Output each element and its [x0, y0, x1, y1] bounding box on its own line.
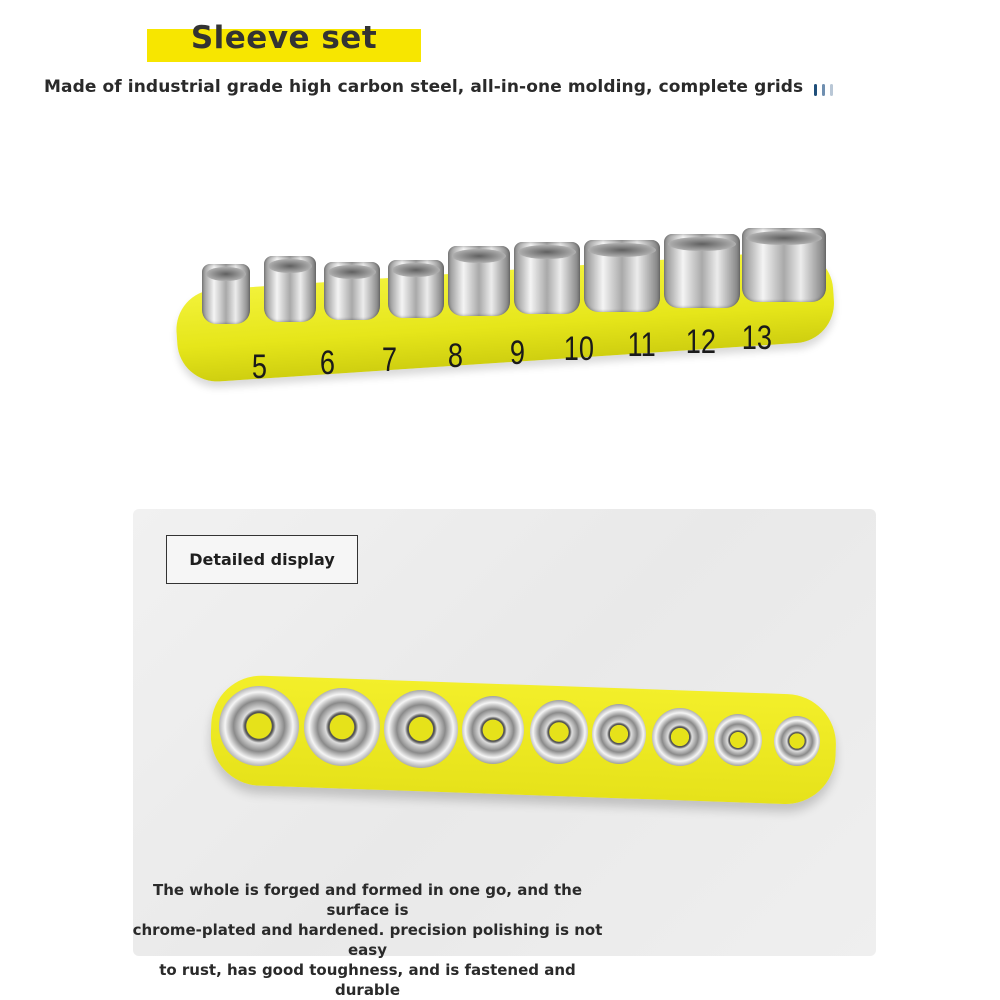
socket-6 — [264, 256, 316, 322]
size-label: 5 — [251, 348, 268, 386]
socket-top-13 — [219, 686, 299, 766]
socket-top-6 — [714, 714, 762, 766]
size-label: 9 — [509, 334, 526, 372]
description-line: to rust, has good toughness, and is fastened and durable — [159, 961, 576, 999]
socket-7 — [324, 262, 380, 320]
socket-5 — [202, 264, 250, 324]
description-line: The whole is forged and formed in one go, and the surface is — [153, 881, 582, 919]
size-label: 10 — [563, 330, 595, 368]
socket-13 — [742, 228, 826, 302]
socket-top-7 — [652, 708, 708, 766]
size-label: 7 — [381, 341, 398, 379]
size-label: 11 — [627, 326, 656, 364]
socket-9 — [448, 246, 510, 316]
size-label: 8 — [447, 337, 464, 375]
socket-top-11 — [384, 690, 458, 768]
description — [125, 880, 610, 1000]
description-line: chrome-plated and hardened. precision polishing is not easy — [132, 921, 603, 959]
socket-12 — [664, 234, 740, 308]
socket-top-8 — [592, 704, 646, 764]
subtitle: Made of industrial grade high carbon steel, all-in-one molding, complete grids — [44, 77, 804, 97]
socket-top-5 — [774, 716, 820, 766]
size-label: 13 — [741, 319, 773, 357]
socket-10 — [514, 242, 580, 314]
socket-11 — [584, 240, 660, 312]
page-title: Sleeve set — [190, 20, 378, 56]
size-label: 12 — [685, 323, 717, 361]
socket-top-9 — [530, 700, 588, 764]
socket-set-image — [180, 220, 840, 400]
decor-dots-icon — [814, 84, 833, 96]
socket-8 — [388, 260, 444, 318]
size-label: 6 — [319, 344, 336, 382]
socket-top-10 — [462, 696, 524, 764]
socket-top-12 — [304, 688, 380, 766]
detail-label: Detailed display — [166, 535, 358, 584]
